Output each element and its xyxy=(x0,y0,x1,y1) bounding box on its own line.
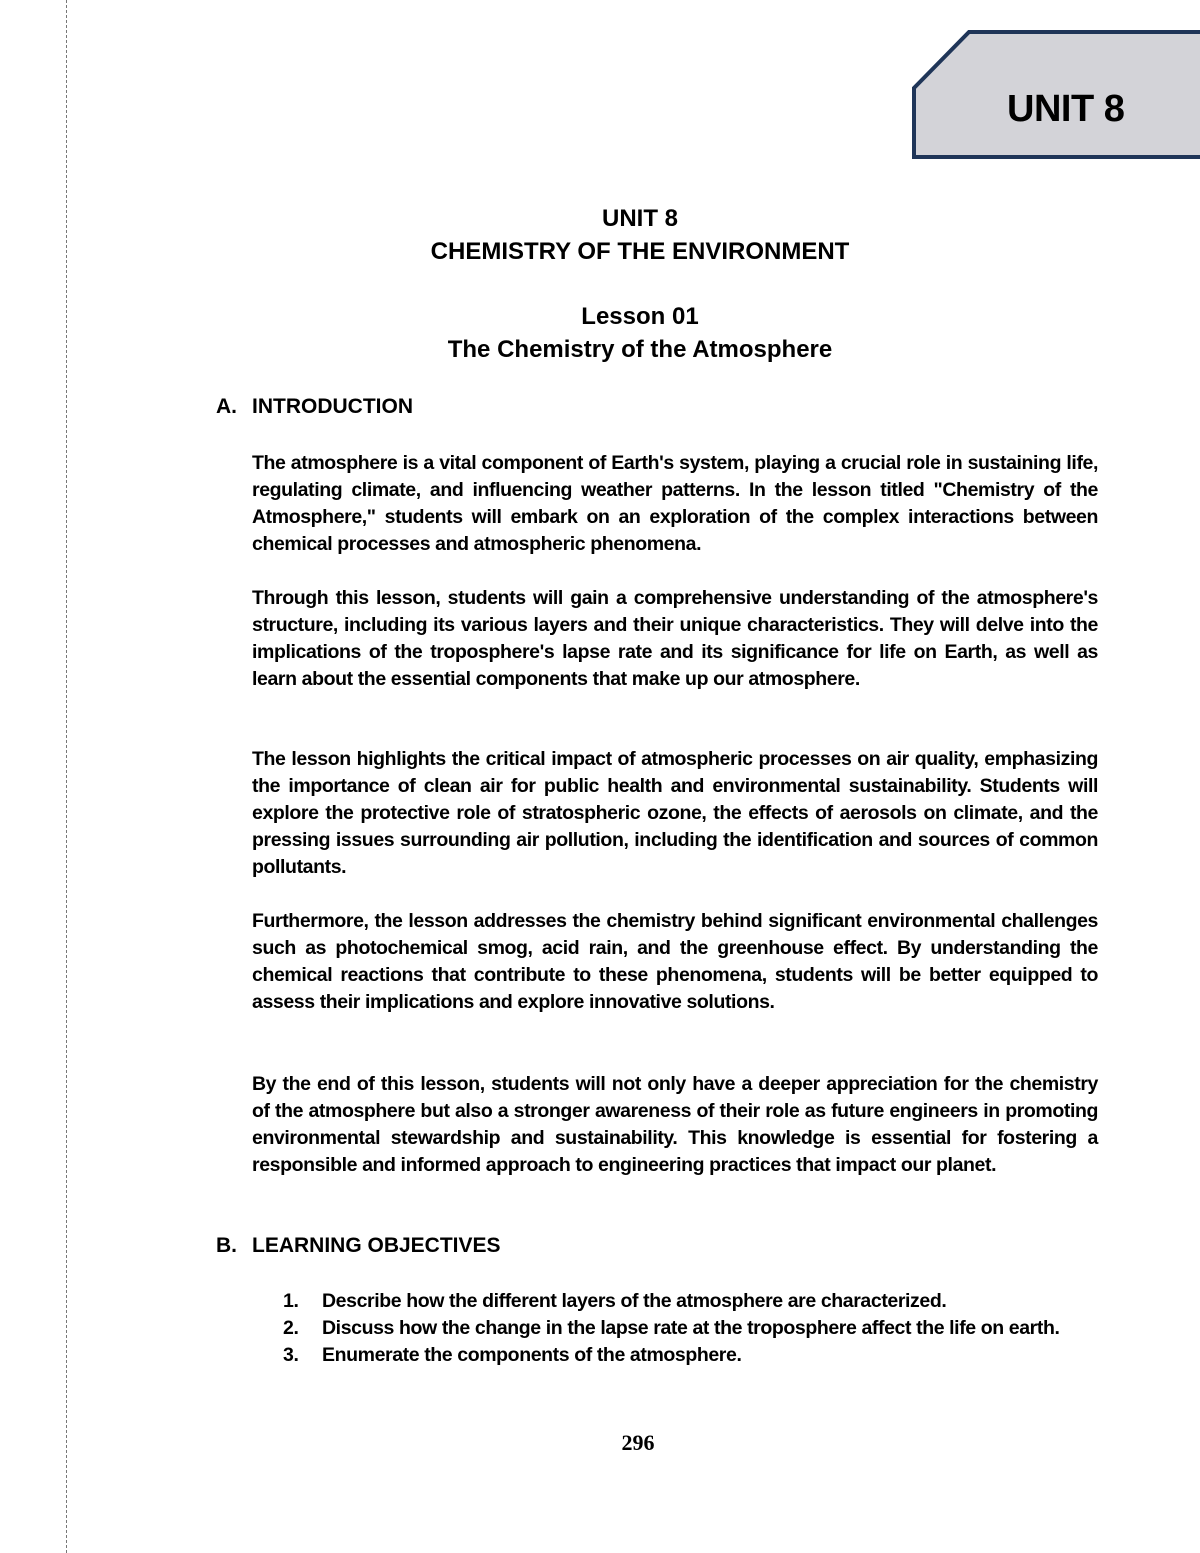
lesson-heading: Lesson 01 xyxy=(581,303,699,330)
unit-heading: UNIT 8 xyxy=(601,205,678,232)
objective-item xyxy=(283,1288,1098,1315)
intro-paragraph: Furthermore, the lesson addresses the chemistry behind significant environmental challenges such as photochemical smog, acid rain, and the greenhouse effect. By understanding the chemical reactions that contribute to these phenomena, students will be better equipped to assess their implications and explore innovative solutions. xyxy=(252,910,1098,1013)
section-a-title: INTRODUCTION xyxy=(252,395,413,418)
section-a-heading xyxy=(216,395,413,419)
section-b-title: LEARNING OBJECTIVES xyxy=(252,1234,501,1257)
section-b-letter: B. xyxy=(216,1234,237,1257)
objective-number: 1. xyxy=(283,1290,299,1312)
section-a-letter: A. xyxy=(216,395,237,418)
unit-tab-label: UNIT 8 xyxy=(1007,88,1125,130)
objective-item xyxy=(283,1315,1098,1342)
objective-number: 2. xyxy=(283,1317,299,1339)
intro-paragraph: The lesson highlights the critical impact of atmospheric processes on air quality, emphasizing the importance of clean air for public health and environmental sustainability. Students will explore the protective role of stratospheric ozone, the effects of aerosols on climate, and the pressing issues surrounding air pollution, including the identification and sources of common pollutants. xyxy=(252,748,1098,878)
objective-text: Discuss how the change in the lapse rate at the troposphere affect the life on earth. xyxy=(322,1317,1060,1339)
intro-paragraph: The atmosphere is a vital component of Earth's system, playing a crucial role in sustaining life, regulating climate, and influencing weather patterns. In the lesson titled "Chemistry of the Atmosphere," students will embark on an exploration of the complex interactions between chemical processes and atmospheric phenomena. xyxy=(252,452,1098,555)
unit-title: CHEMISTRY OF THE ENVIRONMENT xyxy=(430,238,850,265)
intro-paragraph: By the end of this lesson, students will not only have a deeper appreciation for the chemistry of the atmosphere but also a stronger awareness of their role as future engineers in promoting environmental stewardship and sustainability. This knowledge is essential for fostering a responsible and informed approach to engineering practices that impact our planet. xyxy=(252,1073,1098,1176)
objective-number: 3. xyxy=(283,1344,299,1366)
objective-item xyxy=(283,1342,1098,1369)
page-number: 296 xyxy=(621,1430,655,1455)
lesson-title: The Chemistry of the Atmosphere xyxy=(447,336,833,363)
intro-paragraph: Through this lesson, students will gain a comprehensive understanding of the atmosphere's structure, including its various layers and their unique characteristics. They will delve into the implications of the troposphere's lapse rate and its significance for life on Earth, as well as learn about the essential components that make up our atmosphere. xyxy=(252,587,1098,690)
objective-text: Describe how the different layers of the atmosphere are characterized. xyxy=(322,1290,947,1312)
objective-text: Enumerate the components of the atmosphere. xyxy=(322,1344,742,1366)
section-b-heading xyxy=(216,1234,501,1258)
objectives-list xyxy=(283,1288,1098,1369)
unit-tab xyxy=(912,30,1200,160)
